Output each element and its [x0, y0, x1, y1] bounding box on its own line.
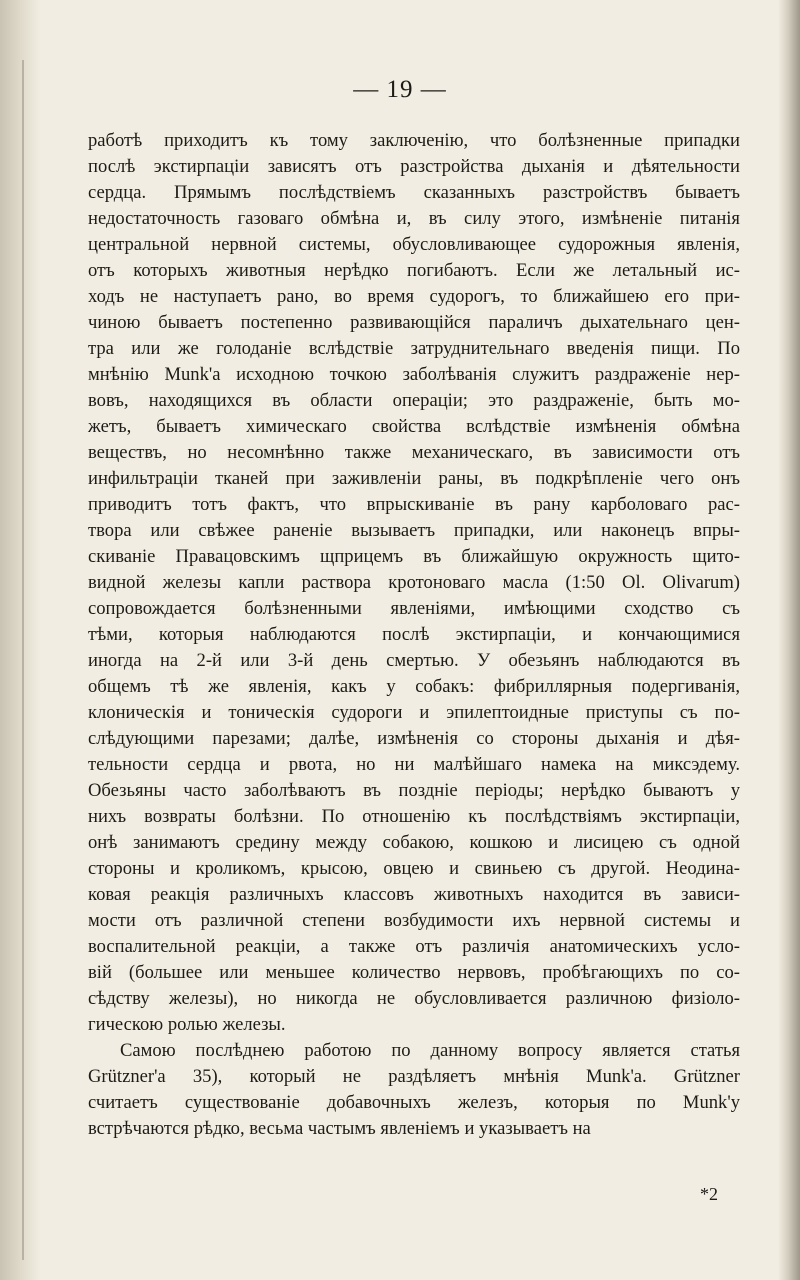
text-line: послѣ экстирпаціи зависятъ отъ разстройства дыханія и дѣятельности — [88, 156, 740, 177]
text-line: жетъ, бываетъ химическаго свойства вслѣдствіе измѣненія обмѣна — [88, 416, 740, 437]
text-line: приводитъ тотъ фактъ, что впрыскиваніе въ рану карболоваго рас- — [88, 494, 740, 515]
text-line: вій (большее или меньшее количество нервовъ, пробѣгающихъ по со- — [88, 962, 740, 983]
text-line: сердца. Прямымъ послѣдствіемъ сказанныхъ разстройствъ бываетъ — [88, 182, 740, 203]
text-line: сопровождается болѣзненными явленіями, имѣющими сходство съ — [88, 598, 740, 619]
text-line: скиваніе Правацовскимъ щприцемъ въ ближайшую окружность щито- — [88, 546, 740, 567]
text-line: иногда на 2-й или 3-й день смертью. У обезьянъ наблюдаются въ — [88, 650, 740, 671]
text-line: общемъ тѣ же явленія, какъ у собакъ: фибриллярныя подергиванія, — [88, 676, 740, 697]
text-line: клоническія и тоническія судороги и эпилептоидные приступы съ по- — [88, 702, 740, 723]
page-left-shadow — [0, 0, 40, 1280]
text-line: вовъ, находящихся въ области операціи; это раздраженіе, быть мо- — [88, 390, 740, 411]
text-line: мнѣнію Munk'a исходною точкою заболѣванія служитъ раздраженіе нер- — [88, 364, 740, 385]
text-line: нихъ возвраты болѣзни. По отношенію къ послѣдствіямъ экстирпаціи, — [88, 806, 740, 827]
text-line: встрѣчаются рѣдко, весьма частымъ явленіемъ и указываетъ на — [88, 1118, 591, 1139]
signature-mark: *2 — [700, 1184, 718, 1204]
text-line: тѣми, которыя наблюдаются послѣ экстирпаціи, и кончающимися — [88, 624, 740, 645]
page-right-shadow — [778, 0, 800, 1280]
text-line: онѣ занимаютъ средину между собакою, кошкою и лисицею съ одной — [88, 832, 740, 853]
text-line: тра или же голоданіе вслѣдствіе затруднительнаго введенія пищи. По — [88, 338, 740, 359]
page-number: — 19 — — [353, 76, 447, 103]
text-line: работѣ приходитъ къ тому заключенію, что болѣзненные припадки — [88, 130, 740, 151]
text-line: инфильтраціи тканей при заживленіи раны, въ подкрѣпленіе чего онъ — [88, 468, 740, 489]
text-line: отъ которыхъ животныя нерѣдко погибаютъ. Если же летальный ис- — [88, 260, 740, 281]
text-line: Самою послѣднею работою по данному вопросу является статья — [120, 1040, 740, 1061]
text-line: видной железы капли раствора кротоноваго масла (1:50 Ol. Olivarum) — [88, 572, 740, 593]
body-text — [88, 128, 740, 1142]
text-line: воспалительной реакціи, а также отъ различія анатомическихъ усло- — [88, 936, 740, 957]
text-line: центральной нервной системы, обусловливающее судорожныя явленія, — [88, 234, 740, 255]
text-line: чиною бываетъ постепенно развивающійся параличъ дыхательнаго цен- — [88, 312, 740, 333]
text-line: недостаточность газоваго обмѣна и, въ силу этого, измѣненіе питанія — [88, 208, 740, 229]
text-line: гическою ролью железы. — [88, 1014, 286, 1035]
text-line: ходъ не наступаетъ рано, во время судорогъ, то ближайшею его при- — [88, 286, 740, 307]
text-line: сѣдству железы), но никогда не обусловливается различною физіоло- — [88, 988, 740, 1009]
binding-line — [22, 60, 24, 1260]
text-line: Обезьяны часто заболѣваютъ въ поздніе періоды; нерѣдко бываютъ у — [88, 780, 740, 801]
text-line: тельности сердца и рвота, но ни малѣйшаго намека на миксэдему. — [88, 754, 740, 775]
text-line: слѣдующими парезами; далѣе, измѣненія со стороны дыханія и дѣя- — [88, 728, 740, 749]
text-line: Grützner'a 35), который не раздѣляетъ мнѣнія Munk'a. Grützner — [88, 1066, 740, 1087]
text-line: считаетъ существованіе добавочныхъ железъ, которыя по Munk'y — [88, 1092, 740, 1113]
text-line: стороны и кроликомъ, крысою, овцею и свиньею съ другой. Неодина- — [88, 858, 740, 879]
text-line: веществъ, но несомнѣнно также механическаго, въ зависимости отъ — [88, 442, 740, 463]
text-line: мости отъ различной степени возбудимости ихъ нервной системы и — [88, 910, 740, 931]
text-line: ковая реакція различныхъ классовъ животныхъ находится въ зависи- — [88, 884, 740, 905]
text-line: твора или свѣжее раненіе вызываетъ припадки, или наконецъ впры- — [88, 520, 740, 541]
